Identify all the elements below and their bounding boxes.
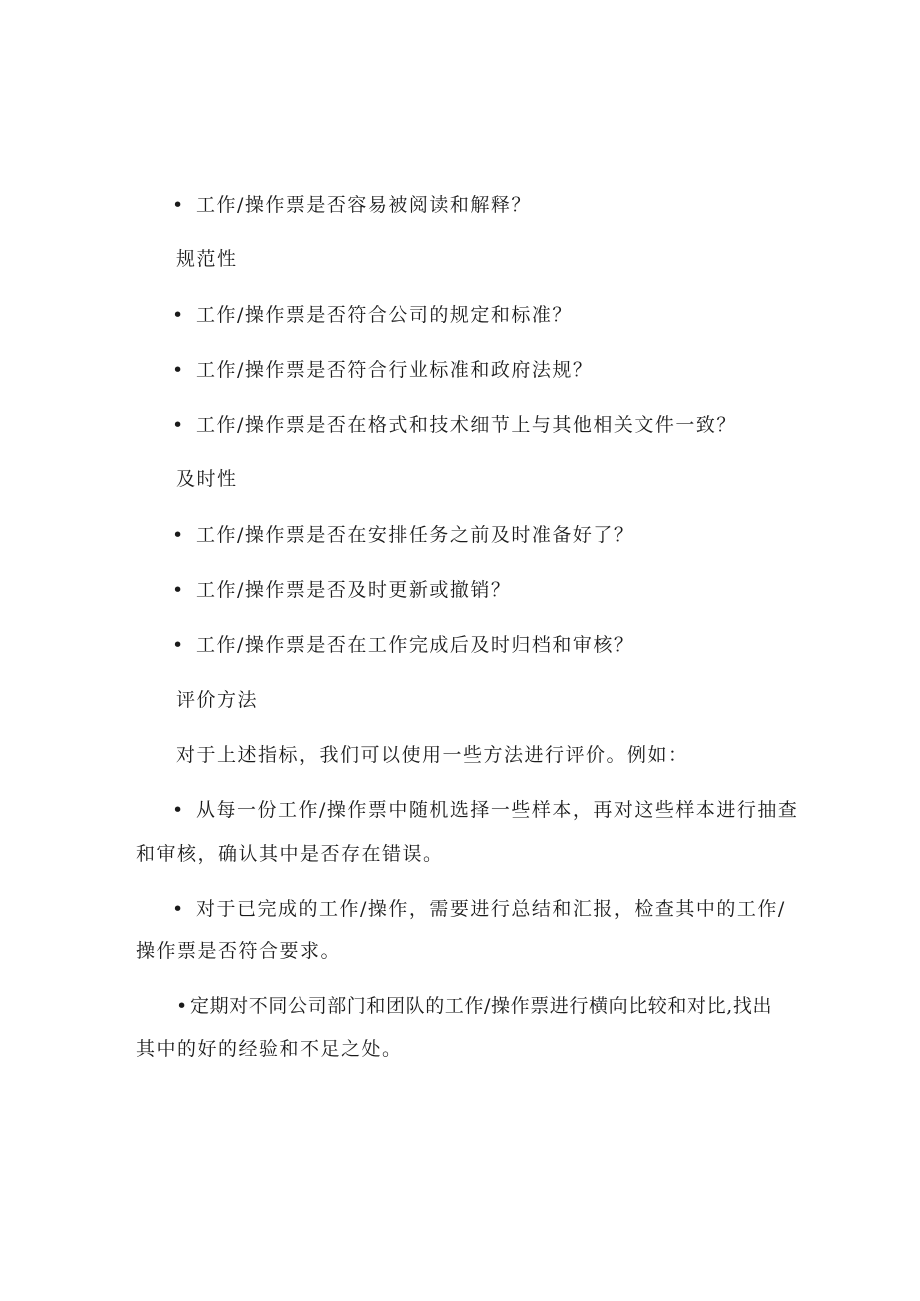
section-heading-normative: 规范性: [176, 248, 238, 270]
method-item-line: [172, 797, 798, 823]
intro-paragraph: 对于上述指标，我们可以使用一些方法进行评价。例如：: [176, 744, 689, 766]
bullet: •: [172, 799, 185, 821]
list-item-text: 工作/操作票是否容易被阅读和解释？: [196, 194, 532, 216]
bullet: •: [172, 898, 185, 920]
section-heading-method: 评价方法: [176, 689, 259, 711]
bullet: •: [176, 995, 189, 1017]
method-item-text: 从每一份工作/操作票中随机选择一些样本，再对这些样本进行抽查: [196, 799, 799, 821]
bullet: •: [172, 414, 185, 436]
list-item-text: 工作/操作票是否在格式和技术细节上与其他相关文件一致？: [196, 414, 737, 436]
list-item-text: 工作/操作票是否符合公司的规定和标准？: [196, 304, 573, 326]
list-item-text: 工作/操作票是否在工作完成后及时归档和审核？: [196, 634, 635, 656]
method-item-text: 对于已完成的工作/操作，需要进行总结和汇报，检查其中的工作/: [196, 898, 786, 920]
bullet: •: [172, 524, 185, 546]
bullet: •: [172, 194, 185, 216]
list-item: [172, 357, 593, 383]
method-item-continuation: 其中的好的经验和不足之处。: [136, 1038, 403, 1060]
method-item-continuation: 操作票是否符合要求。: [136, 940, 342, 962]
method-item-line: [172, 896, 786, 922]
list-item: [172, 412, 737, 438]
list-item: [172, 192, 532, 218]
list-item-text: 工作/操作票是否及时更新或撤销？: [196, 579, 512, 601]
section-heading-timeliness: 及时性: [176, 468, 238, 490]
list-item: [172, 632, 634, 658]
bullet: •: [172, 359, 185, 381]
method-item-text: 定期对不同公司部门和团队的工作/操作票进行横向比较和对比,找出: [190, 995, 773, 1017]
list-item-text: 工作/操作票是否符合行业标准和政府法规？: [196, 359, 594, 381]
method-item-line: [176, 993, 772, 1019]
list-item-text: 工作/操作票是否在安排任务之前及时准备好了？: [196, 524, 635, 546]
bullet: •: [172, 579, 185, 601]
bullet: •: [172, 634, 185, 656]
bullet: •: [172, 304, 185, 326]
method-item-continuation: 和审核，确认其中是否存在错误。: [136, 843, 444, 865]
list-item: [172, 522, 634, 548]
list-item: [172, 577, 511, 603]
list-item: [172, 302, 573, 328]
